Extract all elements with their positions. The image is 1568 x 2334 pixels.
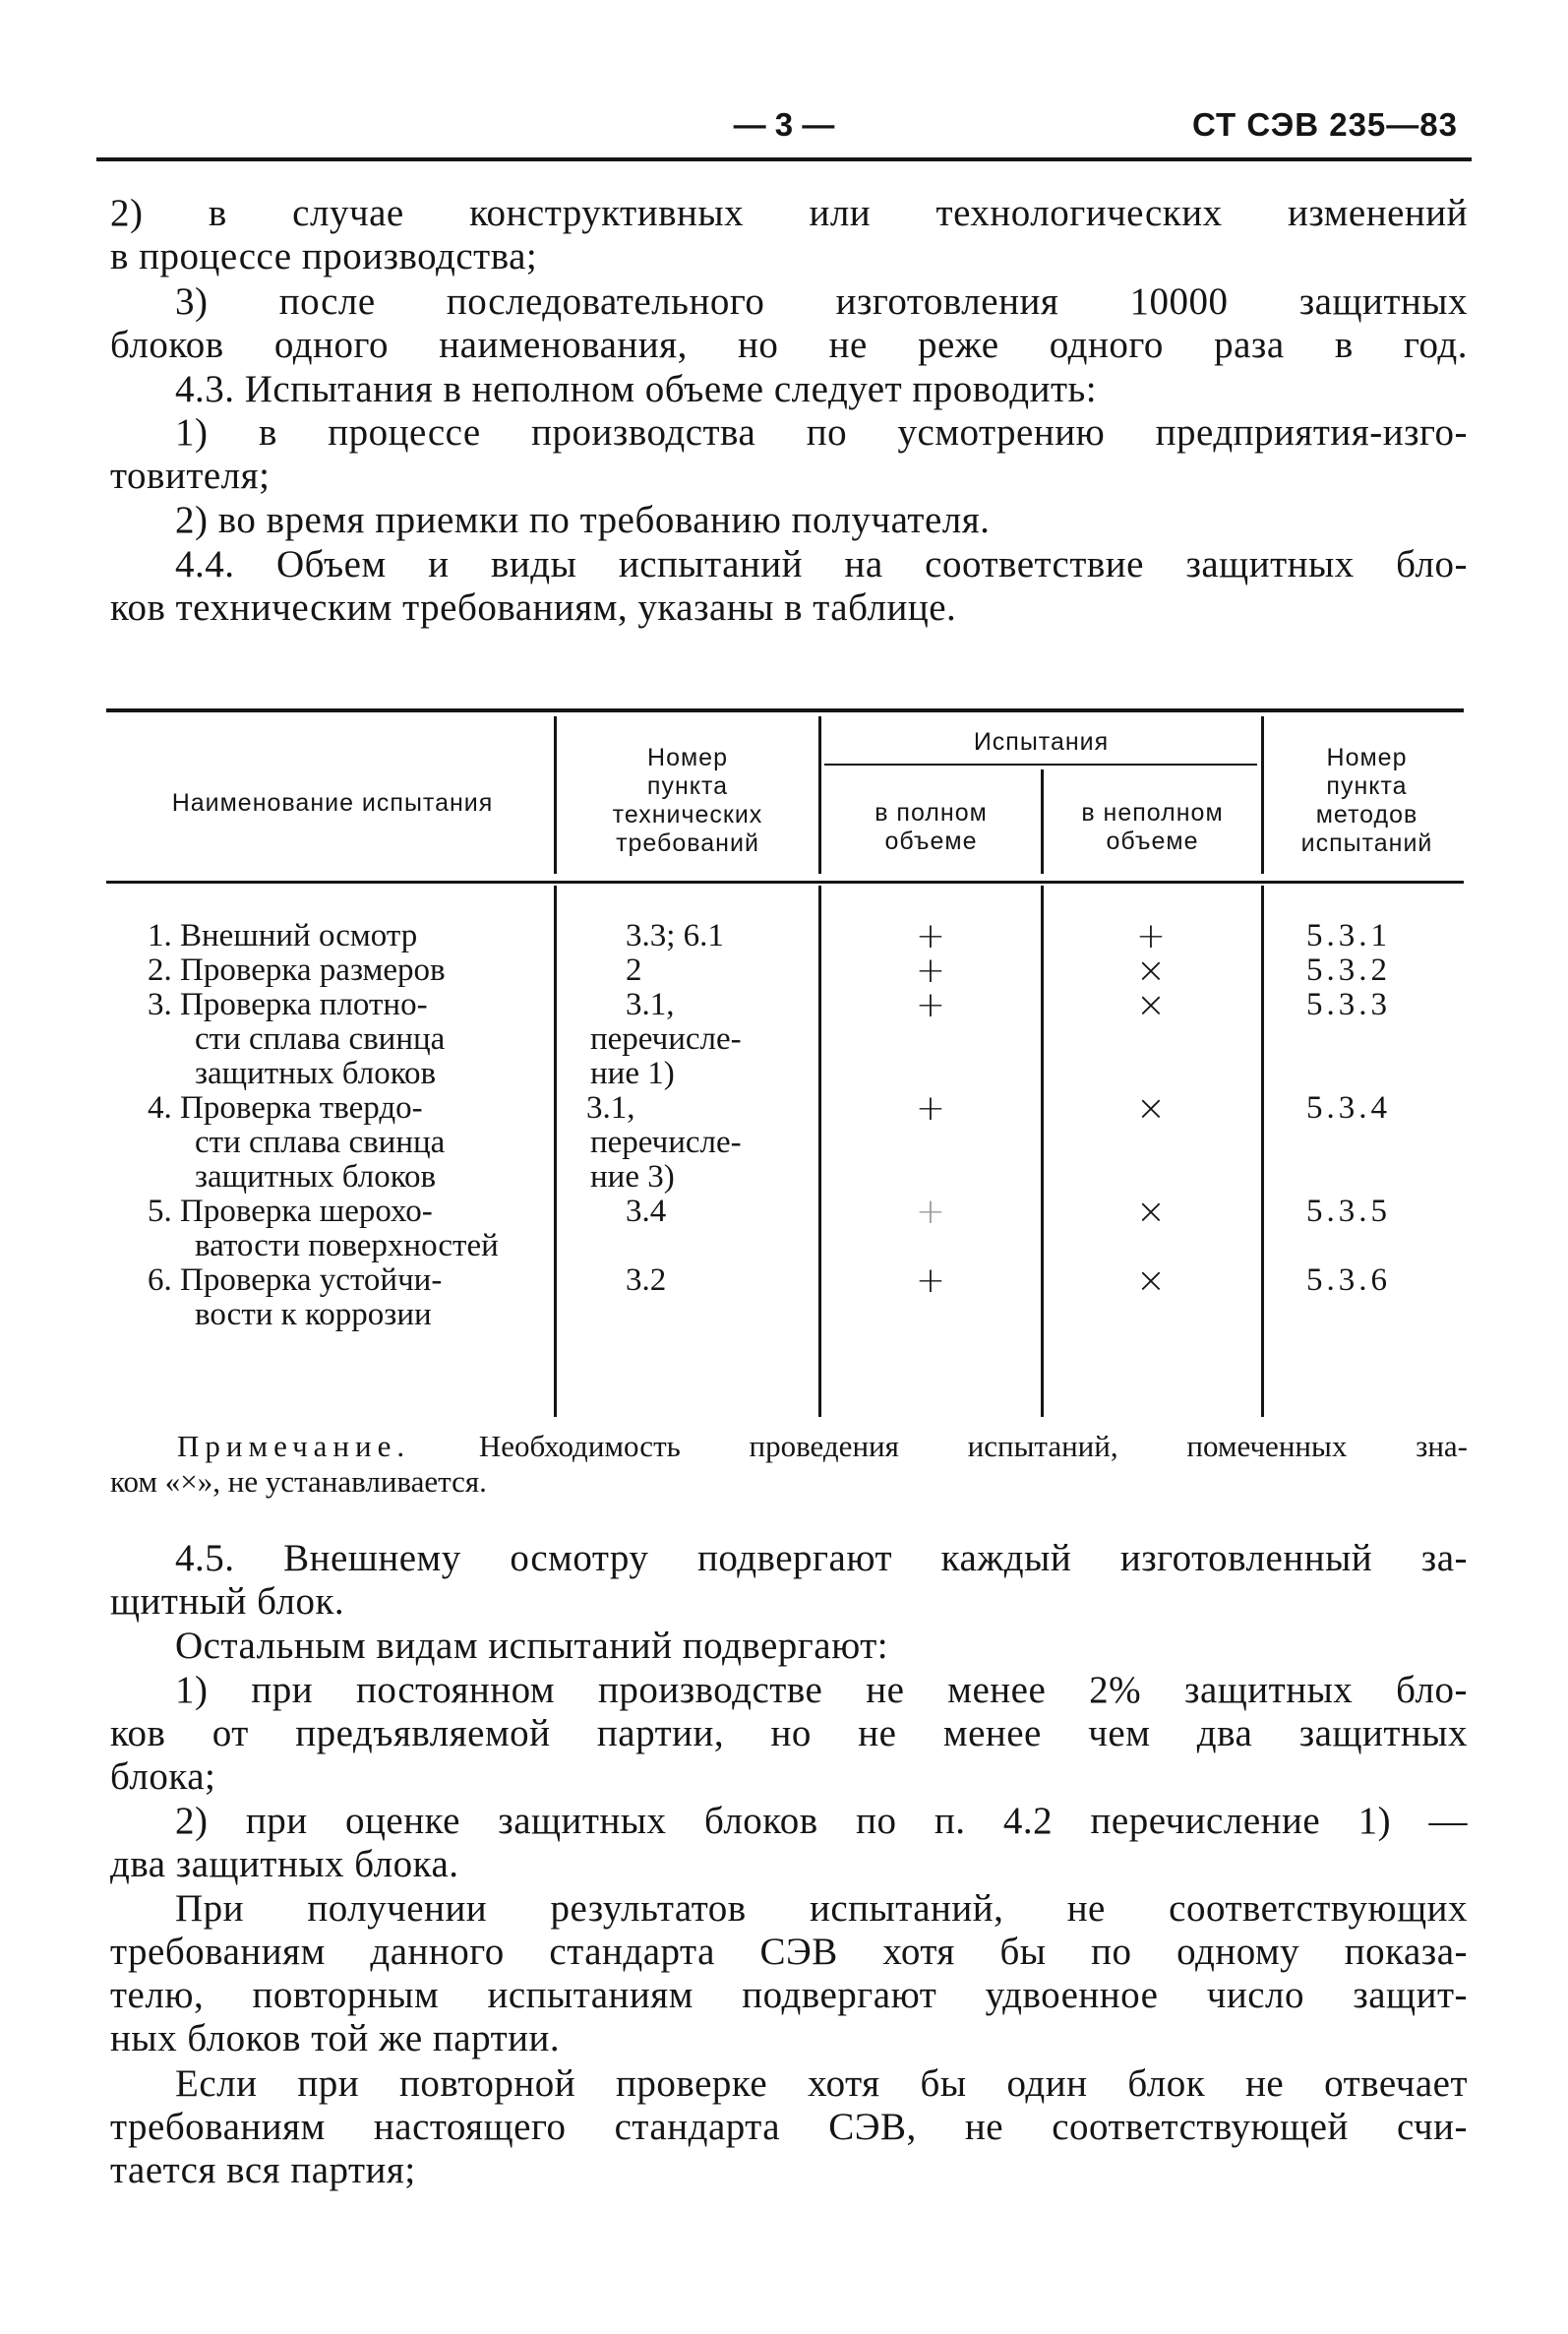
header-line: в полном — [874, 799, 988, 827]
cell-line: 1. Внешний осмотр — [148, 918, 418, 953]
header-line: Номер — [647, 744, 728, 771]
note-text: Необходимость проведения испытаний, помеченных зна- — [478, 1429, 1469, 1463]
paragraph-line: 4.5. Внешнему осмотру подвергают каждый изготовленный за- — [175, 1537, 1468, 1579]
row-6-full-mark: + — [915, 1260, 946, 1301]
paragraph-line: требованиям данного стандарта СЭВ хотя бы по одному показа- — [110, 1931, 1468, 1973]
row-1-full-mark: + — [915, 916, 946, 956]
table-vline — [1261, 886, 1264, 1417]
header-line: испытаний — [1300, 829, 1433, 857]
header-line: технических — [612, 801, 763, 829]
row-6-method: 5.3.6 — [1306, 1262, 1391, 1298]
header-line: объеме — [1106, 828, 1199, 855]
row-4-req — [586, 1091, 742, 1195]
table-top-rule — [106, 708, 1464, 712]
cell-line: 3.1, — [586, 1090, 635, 1126]
paragraph-line: в процессе производства; — [110, 235, 538, 277]
table-subheader-rule — [824, 764, 1257, 766]
cell-line: защитных блоков — [195, 1056, 437, 1091]
paragraph-line: тается вся партия; — [110, 2149, 416, 2191]
paragraph-line: блока; — [110, 1755, 216, 1798]
cell-line: сти сплава свинца — [195, 1021, 446, 1057]
row-1-name — [148, 919, 417, 953]
cell-line: ние 3) — [590, 1159, 675, 1195]
paragraph-line: Если при повторной проверке хотя бы один блок не отвечает — [175, 2062, 1468, 2105]
header-line: пункта — [646, 772, 729, 800]
header-partial-scope — [1044, 799, 1261, 856]
header-line: требований — [616, 829, 759, 857]
row-3-method: 5.3.3 — [1306, 987, 1391, 1022]
row-6-req — [626, 1263, 666, 1298]
row-1-req — [626, 919, 724, 953]
header-req-number — [557, 744, 818, 858]
row-2-partial-mark: × — [1135, 951, 1167, 991]
cell-line: 3.3; 6.1 — [626, 918, 724, 953]
row-5-partial-mark: × — [1135, 1192, 1167, 1232]
paragraph-line: ков техническим требованиям, указаны в таблице. — [110, 586, 957, 629]
paragraph-line: щитный блок. — [110, 1580, 345, 1623]
header-line: Номер — [1326, 744, 1408, 771]
paragraph-line: ков от предъявляемой партии, но не менее чем два защитных — [110, 1712, 1468, 1754]
cell-line: 3. Проверка плотно- — [148, 987, 428, 1022]
header-line: в неполном — [1081, 799, 1224, 827]
row-3-req — [590, 988, 742, 1091]
cell-line: ние 1) — [590, 1056, 675, 1091]
paragraph-line: 1) при постоянном производстве не менее 2% защитных бло- — [175, 1669, 1468, 1711]
paragraph-line: 2) во время приемки по требованию получателя. — [175, 499, 991, 541]
table-vline — [554, 886, 557, 1417]
cell-line: 3.1, — [626, 987, 675, 1022]
page-number: — 3 — — [733, 106, 835, 143]
row-5-method: 5.3.5 — [1306, 1194, 1391, 1229]
row-6-name — [148, 1263, 442, 1332]
row-4-full-mark: + — [915, 1088, 946, 1129]
table-note — [177, 1429, 1468, 1464]
paragraph-line: 3) после последовательного изготовления 10000 защитных — [175, 280, 1468, 323]
cell-line: 5. Проверка шерохо- — [148, 1194, 433, 1229]
row-6-partial-mark: × — [1135, 1260, 1167, 1301]
table-vline — [1041, 886, 1044, 1417]
row-1-method: 5.3.1 — [1306, 918, 1391, 953]
paragraph-line: 1) в процессе производства по усмотрению предприятия-изго- — [175, 411, 1468, 454]
cell-line: 3.2 — [626, 1262, 667, 1298]
paragraph-line: блоков одного наименования, но не реже одного раза в год. — [110, 324, 1468, 366]
paragraph-line: 4.4. Объем и виды испытаний на соответствие защитных бло- — [175, 543, 1468, 585]
paragraph-line: 4.3. Испытания в неполном объеме следует проводить: — [175, 368, 1098, 410]
note-label: Примечание. — [177, 1429, 411, 1463]
row-1-partial-mark: + — [1135, 916, 1167, 956]
row-5-name — [148, 1195, 499, 1263]
header-line: объеме — [884, 828, 978, 855]
row-2-name — [148, 953, 446, 988]
cell-line: защитных блоков — [195, 1159, 437, 1195]
paragraph-line: ных блоков той же партии. — [110, 2017, 561, 2059]
row-5-full-mark: + — [915, 1192, 946, 1232]
table-header-rule — [106, 881, 1464, 884]
header-method-number — [1264, 744, 1470, 858]
row-4-partial-mark: × — [1135, 1088, 1167, 1129]
header-test-name: Наименование испытания — [171, 789, 494, 817]
table-note-cont: ком «×», не устанавливается. — [110, 1464, 487, 1499]
row-5-req — [626, 1195, 666, 1229]
cell-line: 6. Проверка устойчи- — [148, 1262, 443, 1298]
row-4-name — [148, 1091, 445, 1195]
paragraph-line: 2) в случае конструктивных или технологических изменений — [110, 192, 1468, 234]
row-2-full-mark: + — [915, 951, 946, 991]
row-2-method: 5.3.2 — [1306, 952, 1391, 988]
paragraph-line: телю, повторным испытаниям подвергают удвоенное число защит- — [110, 1974, 1468, 2016]
paragraph-line: товителя; — [110, 455, 271, 497]
cell-line: перечисле- — [590, 1125, 742, 1160]
cell-line: 2 — [626, 952, 642, 988]
cell-line: 4. Проверка твердо- — [148, 1090, 423, 1126]
paragraph-line: требованиям настоящего стандарта СЭВ, не соответствующей счи- — [110, 2106, 1468, 2148]
row-2-req — [626, 953, 642, 988]
paragraph-line: два защитных блока. — [110, 1843, 459, 1885]
cell-line: 3.4 — [626, 1194, 667, 1229]
row-4-method: 5.3.4 — [1306, 1090, 1391, 1126]
row-3-name — [148, 988, 445, 1091]
cell-line: перечисле- — [590, 1021, 742, 1057]
header-line: методов — [1315, 801, 1418, 829]
header-full-scope — [821, 799, 1041, 856]
paragraph-line: Остальным видам испытаний подвергают: — [175, 1625, 889, 1667]
paragraph-line: При получении результатов испытаний, не соответствующих — [175, 1887, 1468, 1930]
cell-line: ватости поверхностей — [195, 1228, 499, 1263]
table-vline — [818, 886, 821, 1417]
cell-line: вости к коррозии — [195, 1297, 432, 1332]
row-3-full-mark: + — [915, 985, 946, 1025]
header-line: пункта — [1326, 772, 1408, 800]
header-tests: Испытания — [973, 728, 1110, 756]
cell-line: 2. Проверка размеров — [148, 952, 446, 988]
row-3-partial-mark: × — [1135, 985, 1167, 1025]
paragraph-line: 2) при оценке защитных блоков по п. 4.2 перечисление 1) — — [175, 1800, 1468, 1842]
standard-number: СТ СЭВ 235—83 — [1192, 106, 1458, 143]
cell-line: сти сплава свинца — [195, 1125, 446, 1160]
